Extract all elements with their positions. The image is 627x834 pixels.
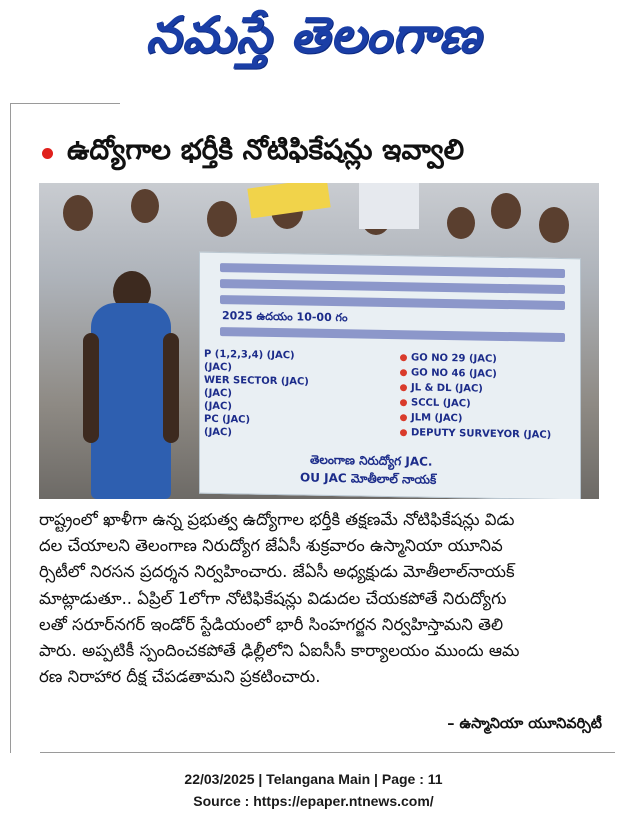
white-placard [359,183,419,229]
jac-item-right: JLM (JAC) [400,412,462,424]
crowd-person [63,195,93,231]
body-line: దల చేయాలని తెలంగాణ నిరుద్యోగ జేఏసీ శుక్రవారం ఉస్మానియా యూనివ [39,536,503,556]
body-line: రణ నిరాహార దీక్ష చేపడతామని ప్రకటించారు. [39,667,321,687]
jac-item-left: (JAC) [204,387,232,400]
body-line: పారు. అప్పటికీ స్పందించకపోతే ఢిల్లీలోని ఏఐసీసీ కార్యాలయం ముందు ఆమ [39,641,520,661]
bottom-rule [40,752,615,753]
newspaper-title: నమస్తే తెలంగాణ [145,5,482,64]
jac-item-left: PC (JAC) [204,413,251,426]
left-rule [10,103,11,753]
top-rule [10,103,120,104]
crowd-person [207,201,237,237]
banner-line [220,263,565,278]
jac-item-left: (JAC) [204,426,232,439]
body-line: లతో సరూర్‌నగర్ ఇండోర్ స్టేడియంలో భారీ సింహగర్జన నిర్వహిస్తామని తెలి [39,614,504,634]
dot-icon [400,354,407,361]
banner-line [220,279,565,294]
dot-icon [400,429,407,436]
crowd-person [131,189,159,223]
issue-info: 22/03/2025 | Telangana Main | Page : 11 [184,771,443,787]
banner-line [220,327,565,342]
crowd-person [539,207,569,243]
body-line: మాట్లాడుతూ.. ఏప్రిల్ 1లోగా నోటిఫికేషన్లు విడుదల చేయకపోతే నిరుద్యోగు [39,588,507,608]
crowd-person [491,193,521,229]
jac-item-right: GO NO 46 (JAC) [400,367,497,380]
dateline: – ఉస్మానియా యూనివర్సిటీ [447,716,602,732]
masthead [0,0,627,82]
jac-item-left: (JAC) [204,361,232,374]
article-body [39,507,605,690]
jac-item-left: (JAC) [204,400,232,413]
yellow-placard [247,183,330,218]
headline [42,133,602,173]
dot-icon [400,384,407,391]
banner-footer-2: OU JAC మోతీలాల్ నాయక్ [300,470,437,487]
protest-photo [39,183,599,499]
man-arm [163,333,179,443]
jac-item-right: JL & DL (JAC) [400,382,483,394]
dot-icon [400,369,407,376]
jac-item-left: P (1,2,3,4) (JAC) [204,348,295,362]
bullet-icon [42,148,53,159]
man-arm [83,333,99,443]
page-footer [0,768,627,812]
body-line: రాష్ట్రంలో ఖాళీగా ఉన్న ప్రభుత్వ ఉద్యోగాల భర్తీకి తక్షణమే నోటిఫికేషన్లు విడు [39,510,515,529]
news-clipping [10,103,616,753]
banner-line [220,295,565,310]
jac-item-right: DEPUTY SURVEYOR (JAC) [400,427,551,441]
dot-icon [400,399,407,406]
protest-banner [199,252,581,499]
body-line: ర్సిటీలో నిరసన ప్రదర్శన నిర్వహించారు. జేఏసీ అధ్యక్షుడు మోతీలాల్‌నాయక్ [39,562,515,582]
headline-text: ఉద్యోగాల భర్తీకి నోటిఫికేషన్లు ఇవ్వాలి [67,133,465,166]
source-link[interactable]: Source : https://epaper.ntnews.com/ [193,793,434,809]
jac-item-right: GO NO 29 (JAC) [400,352,497,365]
jac-item-right: SCCL (JAC) [400,397,471,409]
banner-date-line: 2025 ఉదయం 10-00 గం [222,309,348,325]
dot-icon [400,414,407,421]
man-blue-shirt [91,303,171,499]
banner-footer-1: తెలంగాణ నిరుద్యోగ JAC. [310,452,433,469]
jac-item-left: WER SECTOR (JAC) [204,374,309,388]
crowd-person [447,207,475,239]
